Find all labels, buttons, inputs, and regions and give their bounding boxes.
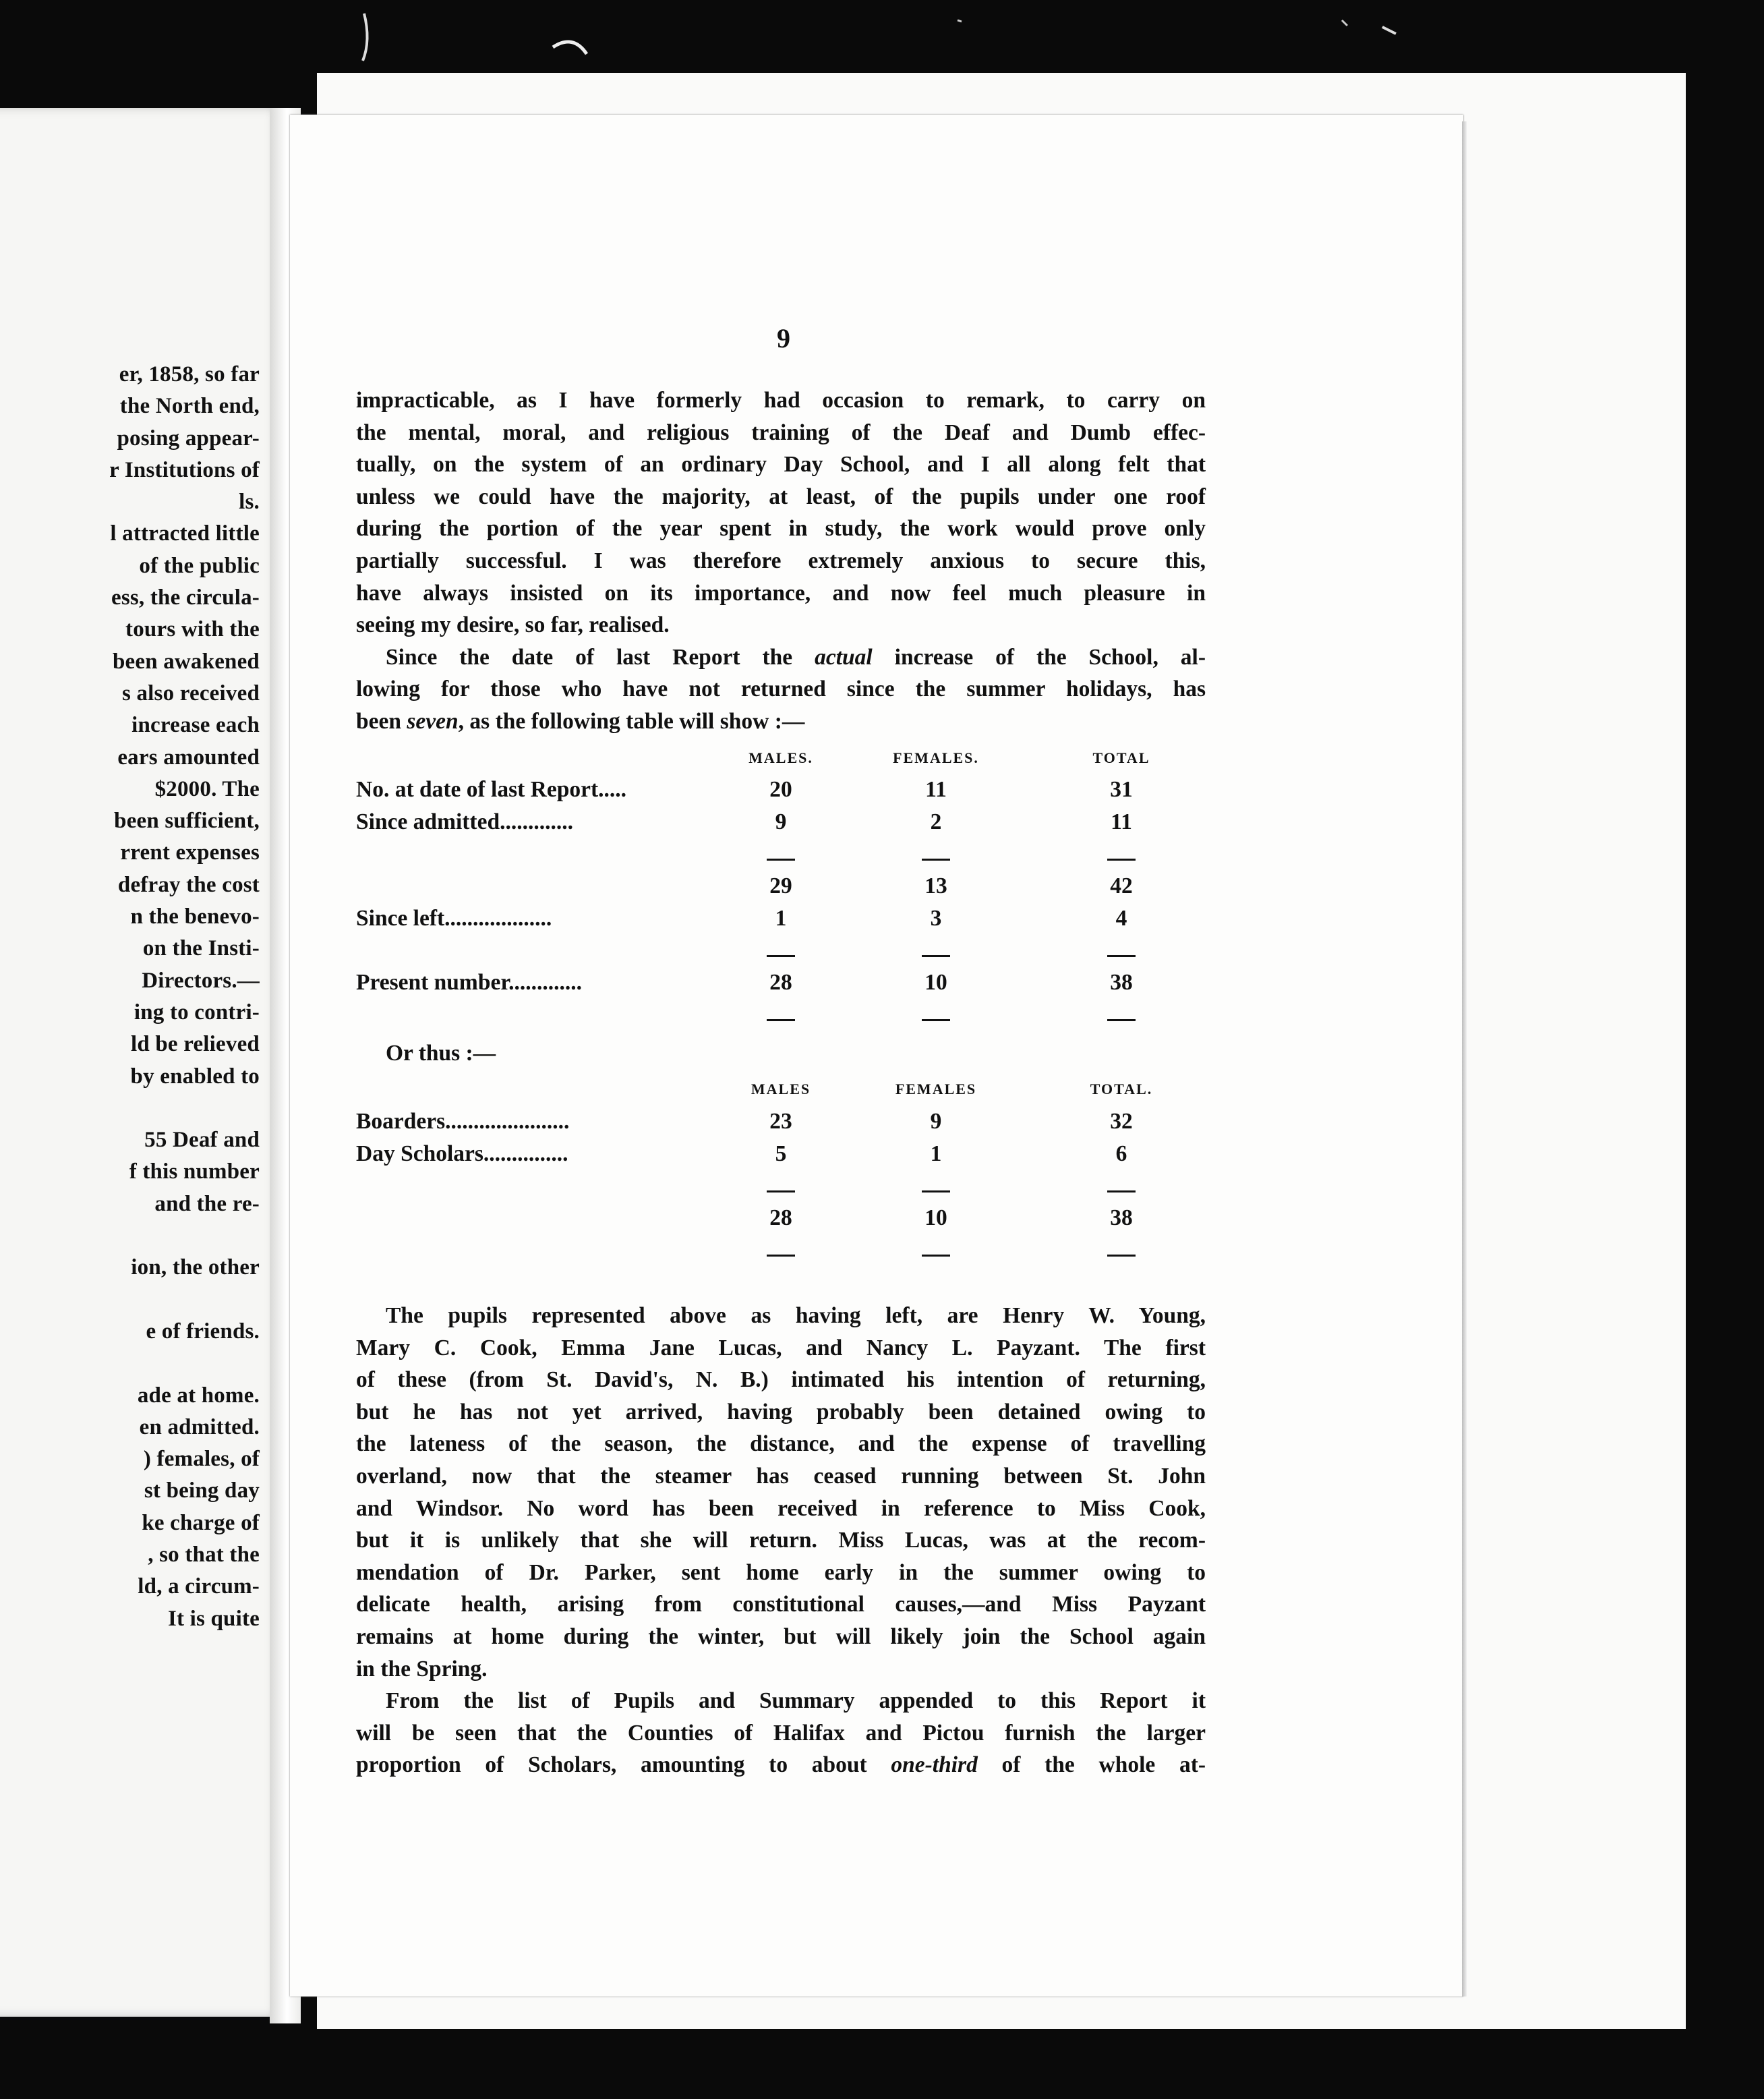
text-line: delicate health, arising from constitutional causes,—and Miss Payzant <box>356 1592 1206 1617</box>
left-page-line: ion, the other <box>131 1255 260 1280</box>
left-page <box>0 108 287 2017</box>
text-line: been seven, as the following table will show :— <box>356 708 805 734</box>
left-page-line <box>0 1284 260 1316</box>
left-page-line: ) females, of <box>143 1447 260 1472</box>
left-page-line: Directors.— <box>142 968 260 993</box>
table-row: Since left................... 1 3 4 <box>356 905 1127 931</box>
sum-rule <box>356 1170 1199 1202</box>
left-page-line: posing appear- <box>117 426 260 451</box>
left-page-line: been sufficient, <box>114 809 260 834</box>
left-page-line: tours with the <box>125 617 260 642</box>
left-page-line: It is quite <box>167 1606 260 1631</box>
paragraph-1 <box>356 384 1206 641</box>
text-line: Mary C. Cook, Emma Jane Lucas, and Nancy L. Payzant. The first <box>356 1335 1206 1360</box>
left-page-line <box>0 1093 260 1124</box>
table-row: Present number............. 28 10 38 <box>356 969 1133 995</box>
left-page-line: ess, the circula- <box>111 585 260 610</box>
text-line: Since the date of last Report the actual increase of the School, al- <box>386 644 1206 670</box>
table-row: Since admitted............. 9 2 11 <box>356 809 1132 834</box>
column-header-total: TOTAL <box>1092 749 1150 766</box>
left-page-line: the North end, <box>119 394 260 419</box>
paragraph-3 <box>356 1300 1206 1685</box>
table-row: 28 10 38 <box>769 1205 1133 1230</box>
left-page-line: ade at home. <box>137 1383 260 1408</box>
boarders-table <box>356 1073 1199 1266</box>
left-page-line: l attracted little <box>110 521 260 546</box>
column-header-females: FEMALES. <box>893 749 979 766</box>
table-row: Boarders...................... 23 9 32 <box>356 1109 1133 1134</box>
left-page-line: er, 1858, so far <box>119 362 260 386</box>
sum-rule <box>356 934 1199 967</box>
table-row: 29 13 42 <box>769 873 1133 898</box>
text-line: have always insisted on its importance, and now feel much pleasure in <box>356 580 1206 606</box>
left-page-line <box>0 1220 260 1252</box>
left-page-line: ld, a circum- <box>138 1574 260 1599</box>
left-page-line <box>0 1348 260 1379</box>
text-line: unless we could have the majority, at least, of the pupils under one roof <box>356 484 1206 509</box>
text-line: tually, on the system of an ordinary Day School, and I all along felt that <box>356 452 1206 478</box>
left-page-line: and the re- <box>154 1191 260 1216</box>
left-page-line: ing to contri- <box>134 1000 260 1025</box>
column-header-total: TOTAL. <box>1090 1081 1153 1098</box>
text-line: mendation of Dr. Parker, sent home early in the summer owing to <box>356 1559 1206 1585</box>
page-number: 9 <box>777 323 790 353</box>
left-page-line: st being day <box>144 1478 260 1503</box>
column-header-females: FEMALES <box>895 1081 977 1098</box>
sum-rule <box>356 838 1199 870</box>
left-page-line: r Institutions of <box>109 457 260 482</box>
left-page-line: of the public <box>139 553 260 578</box>
left-page-line: e of friends. <box>146 1319 260 1344</box>
left-page-line: , so that the <box>148 1542 260 1567</box>
table-row: No. at date of last Report..... 20 11 31 <box>356 777 1133 803</box>
text-line: but it is unlikely that she will return. Miss Lucas, was at the recom- <box>356 1528 1206 1553</box>
left-page-line: increase each <box>131 713 260 738</box>
text-line: proportion of Scholars, amounting to about one-third of the whole at- <box>356 1752 1206 1778</box>
left-page-line: on the Insti- <box>142 936 260 961</box>
text-line: in the Spring. <box>356 1656 488 1681</box>
text-line: and Windsor. No word has been received in reference to Miss Cook, <box>356 1495 1206 1521</box>
left-page-line: been awakened <box>112 649 260 674</box>
text-line: will be seen that the Counties of Halifax and Pictou furnish the larger <box>356 1720 1206 1746</box>
sum-rule <box>356 998 1199 1031</box>
sum-rule <box>356 1234 1199 1266</box>
left-page-line: 55 Deaf and <box>144 1128 260 1153</box>
left-page-line: $2000. The <box>154 776 260 801</box>
page-body <box>356 384 1206 1781</box>
paragraph-2 <box>356 641 1206 738</box>
left-page-line: ke charge of <box>142 1510 260 1535</box>
table-row: Day Scholars............... 5 1 6 <box>356 1141 1127 1166</box>
left-page-line: en admitted. <box>139 1414 260 1439</box>
left-page-line: ls. <box>239 490 260 515</box>
text-line: overland, now that the steamer has ceased running between St. John <box>356 1464 1206 1489</box>
left-page-text <box>0 359 260 1635</box>
text-line: seeing my desire, so far, realised. <box>356 612 670 638</box>
enrollment-table <box>356 742 1199 1031</box>
text-line: The pupils represented above as having left, are Henry W. Young, <box>386 1303 1206 1329</box>
paragraph-4 <box>356 1685 1206 1781</box>
text-line: lowing for those who have not returned since the summer holidays, has <box>356 677 1206 702</box>
text-line: of these (from St. David's, N. B.) intimated his intention of returning, <box>356 1367 1206 1393</box>
left-page-line: defray the cost <box>117 872 260 897</box>
text-line: but he has not yet arrived, having probably been detained owing to <box>356 1399 1206 1425</box>
left-page-line: ears amounted <box>117 745 260 770</box>
left-page-line: ld be relieved <box>130 1032 260 1057</box>
left-page-line: by enabled to <box>130 1064 260 1089</box>
column-header-males: MALES <box>751 1081 811 1098</box>
text-line: partially successful. I was therefore extremely anxious to secure this, <box>356 548 1206 573</box>
text-line: From the list of Pupils and Summary appended to this Report it <box>386 1688 1206 1714</box>
column-header-males: MALES. <box>748 749 813 766</box>
left-page-line: rrent expenses <box>120 840 260 865</box>
left-page-line: n the benevo- <box>130 904 260 929</box>
left-page-line: s also received <box>121 681 260 706</box>
text-line: remains at home during the winter, but will likely join the School again <box>356 1623 1206 1649</box>
text-line: during the portion of the year spent in study, the work would prove only <box>356 516 1206 542</box>
page-edge <box>1462 121 1467 1996</box>
text-line: the mental, moral, and religious training of the Deaf and Dumb effec- <box>356 420 1206 445</box>
left-page-line: f this number <box>129 1159 260 1184</box>
text-line: impracticable, as I have formerly had occasion to remark, to carry on <box>356 388 1206 413</box>
or-thus-label: Or thus :— <box>386 1040 496 1066</box>
text-line: the lateness of the season, the distance, and the expense of travelling <box>356 1431 1206 1457</box>
